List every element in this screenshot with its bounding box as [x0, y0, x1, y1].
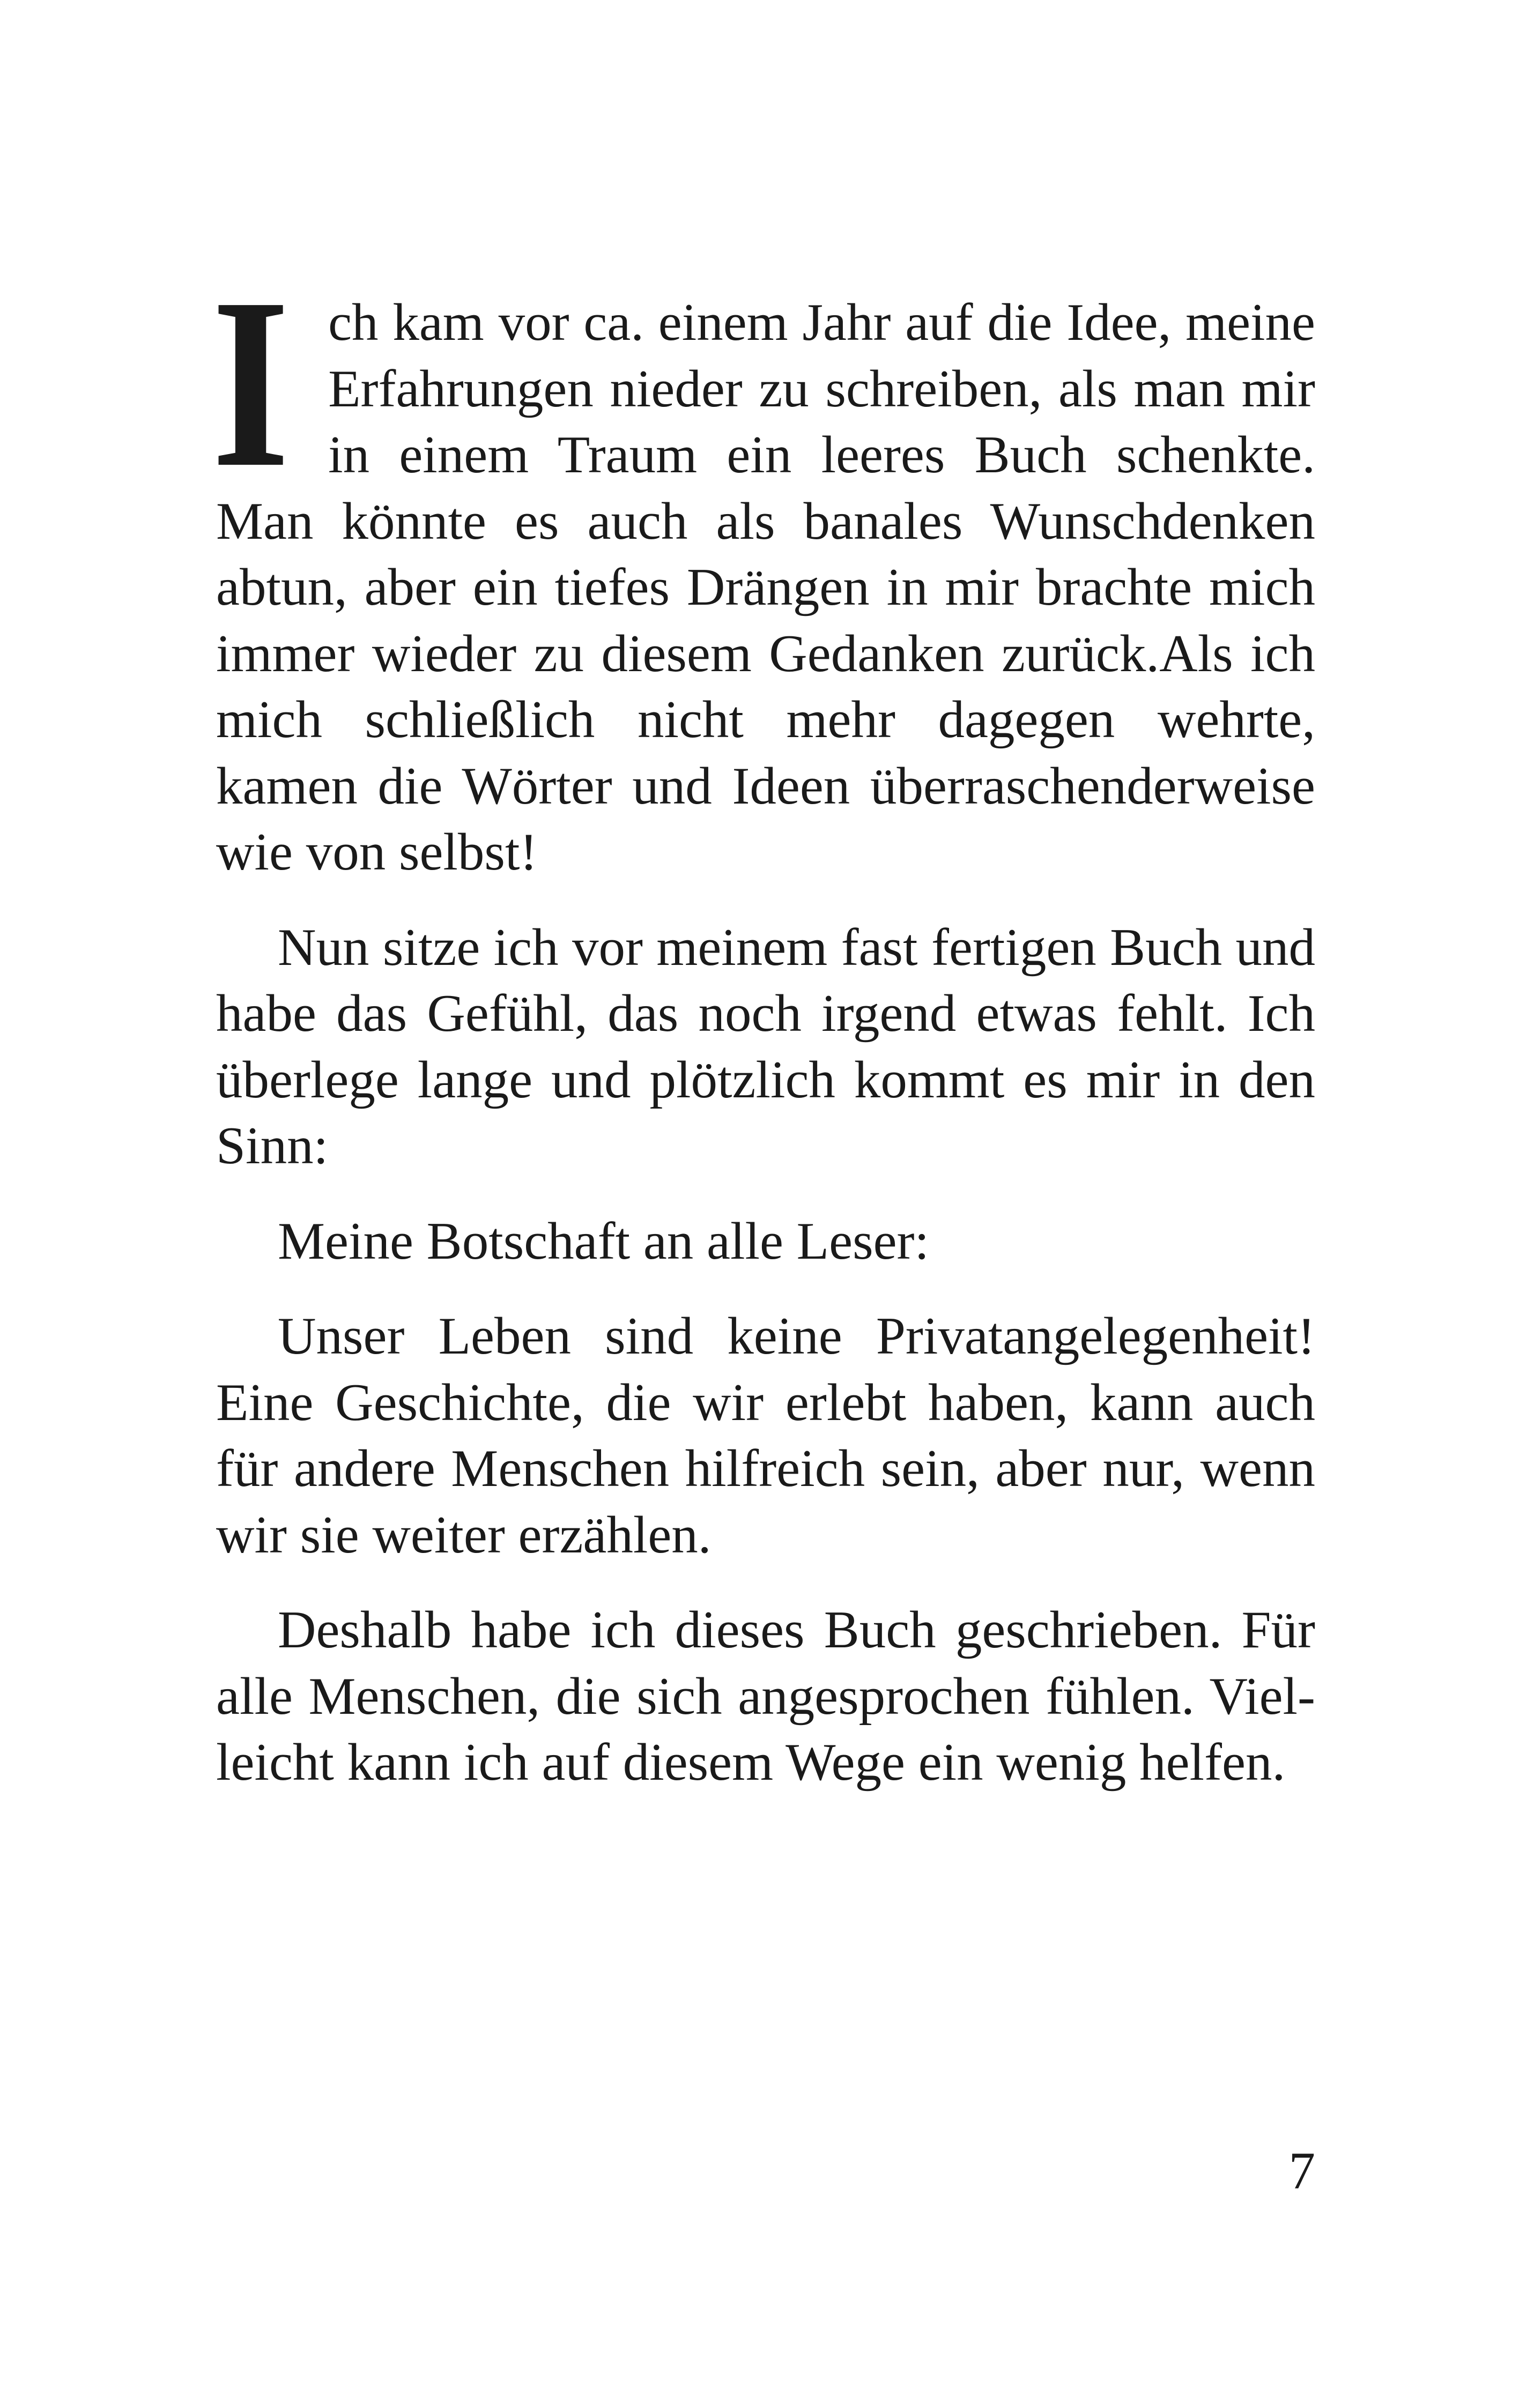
- drop-cap: I: [212, 248, 290, 518]
- page-number: 7: [1288, 2142, 1315, 2200]
- paragraph: Nun sitze ich vor meinem fast fertigen Buch und habe das Gefühl, das noch irgend etwas fehlt. Ich überlege lange und plötzlich kommt es mir in den Sinn:: [216, 918, 1315, 1175]
- paragraph-intro: [212, 248, 1315, 886]
- page-body: [212, 248, 1315, 1825]
- paragraph: Unser Leben sind keine Privatangelegenheit! Eine Geschichte, die wir erlebt haben, kann auch für andere Menschen hilfreich sein, aber nur, wenn wir sie weiter erzählen.: [216, 1307, 1315, 1564]
- paragraph: Meine Botschaft an alle Leser:: [278, 1212, 930, 1270]
- paragraph: Deshalb habe ich dieses Buch geschrieben. Für alle Menschen, die sich angesprochen fühlen. Vielleicht kann ich auf diesem Wege ein wenig helfen.: [216, 1601, 1315, 1792]
- paragraph-intro-text: ch kam vor ca. einem Jahr auf die Idee, meine Erfahrungen nieder zu schreiben, als man mir in einem Traum ein leeres Buch schenkte. Man könnte es auch als banales Wunschdenken abtun, aber ein tiefes Drängen in mir brachte mich immer wieder zu diesem Gedanken zurück.Als ich mich schließlich nicht mehr dagegen wehrte, kamen die Wörter und Ideen überraschenderweise wie von selbst!: [216, 293, 1315, 881]
